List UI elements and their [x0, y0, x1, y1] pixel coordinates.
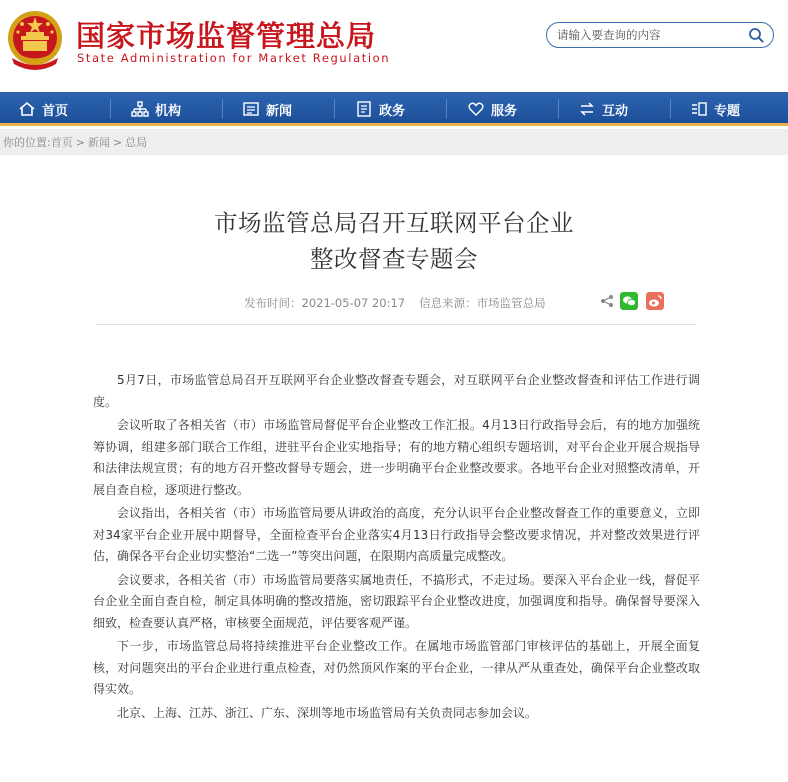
nav-divider: [110, 99, 111, 119]
heart-icon: [467, 100, 485, 118]
breadcrumb: [0, 129, 788, 155]
article-paragraph: 下一步，市场监管总局将持续推进平台企业整改工作。在属地市场监管部门审核评估的基础上，开展全面复核，对问题突出的平台企业进行重点检查，对仍然顶风作案的平台企业，一律从严从重查处，确保平台企业整改取得实效。: [93, 639, 700, 696]
nav-divider: [670, 99, 671, 119]
article-paragraph: 会议要求，各相关省（市）市场监管局要落实属地责任，不搞形式，不走过场。要深入平台企业一线，督促平台企业全面自查自检，制定具体明确的整改措施，密切跟踪平台企业整改进度，加强调度和指导。确保督导要深入细致，检查要认真严格，审核要全面规范，评估要客观严谨。: [93, 572, 700, 630]
nav-item-label: 互动: [602, 103, 629, 119]
nav-item-home[interactable]: [18, 92, 68, 126]
share-icon[interactable]: [600, 294, 614, 308]
site-title: 国家市场监督管理总局: [76, 19, 377, 53]
nav-item-label: 首页: [42, 103, 69, 119]
article-paragraph: 会议指出，各相关省（市）市场监管局要从讲政治的高度，充分认识平台企业整改督查工作的重要意义，立即对34家平台企业开展中期督导，全面检查平台企业落实4月13日行政指导会整改要求情况，并对整改效果进行评估，确保各平台企业切实整治“二选一”等突出问题，在限期内高质量完成整改。: [93, 506, 700, 563]
article-title-line: 市场监管总局召开互联网平台企业: [214, 209, 574, 237]
nav-item-label: 专题: [714, 103, 741, 119]
swap-arrows-icon: [578, 100, 596, 118]
article-title-line: 整改督查专题会: [310, 245, 478, 273]
nav-item-label: 服务: [491, 103, 518, 119]
nav-item-gov[interactable]: [355, 92, 405, 126]
org-chart-icon: [131, 100, 149, 118]
document-icon: [355, 100, 373, 118]
nav-divider: [558, 99, 559, 119]
nav-divider: [446, 99, 447, 119]
nav-divider: [334, 99, 335, 119]
article-paragraph: 会议听取了各相关省（市）市场监管局督促平台企业整改工作汇报。4月13日行政指导会后，有的地方加强统筹协调，组建多部门联合工作组，进驻平台企业实地指导；有的地方精心组织专题培训，对平台企业开展合规指导和法律法规宣贯；有的地方召开整改督导专题会，进一步明确平台企业整改要求。各地平台企业对照整改清单，开展自查自检，逐项进行整改。: [93, 418, 700, 497]
topics-icon: [690, 100, 708, 118]
divider: [95, 324, 697, 325]
search-icon[interactable]: [748, 27, 764, 43]
breadcrumb-separator: >: [112, 135, 123, 149]
publish-time: 发布时间：2021-05-07 20:17: [244, 296, 406, 310]
nav-divider: [222, 99, 223, 119]
home-icon: [18, 100, 36, 118]
article-title: [0, 205, 788, 277]
nav-item-label: 政务: [379, 103, 406, 119]
breadcrumb-link-news[interactable]: 新闻: [87, 136, 110, 149]
article-paragraph: 北京、上海、江苏、浙江、广东、深圳等地市场监管局有关负责同志参加会议。: [117, 705, 538, 720]
share-bar: [600, 292, 670, 312]
breadcrumb-prefix: 你的位置:: [3, 136, 51, 149]
nav-item-service[interactable]: [467, 92, 517, 126]
article-meta: [244, 295, 546, 311]
nav-item-org[interactable]: [131, 92, 181, 126]
search-input[interactable]: [557, 26, 737, 44]
weibo-icon[interactable]: [646, 292, 664, 310]
site-subtitle: State Administration for Market Regulation: [77, 51, 391, 65]
site-header: [0, 0, 788, 90]
nav-item-label: 新闻: [266, 103, 293, 119]
newspaper-icon: [242, 100, 260, 118]
nav-item-topics[interactable]: [690, 92, 740, 126]
national-emblem-icon: [6, 8, 64, 74]
article-body: [93, 370, 700, 726]
article-source: 信息来源：市场监管总局: [419, 296, 546, 310]
wechat-icon[interactable]: [620, 292, 638, 310]
main-nav: [0, 92, 788, 126]
search-box: [546, 22, 774, 48]
article: [0, 155, 788, 782]
breadcrumb-link-home[interactable]: 首页: [50, 136, 73, 149]
nav-item-news[interactable]: [242, 92, 292, 126]
breadcrumb-link-hq[interactable]: 总局: [125, 136, 148, 149]
breadcrumb-separator: >: [75, 135, 85, 149]
nav-item-interact[interactable]: [578, 92, 628, 126]
nav-item-label: 机构: [155, 103, 182, 119]
article-paragraph: 5月7日，市场监管总局召开互联网平台企业整改督查专题会，对互联网平台企业整改督查和评估工作进行调度。: [93, 373, 700, 409]
